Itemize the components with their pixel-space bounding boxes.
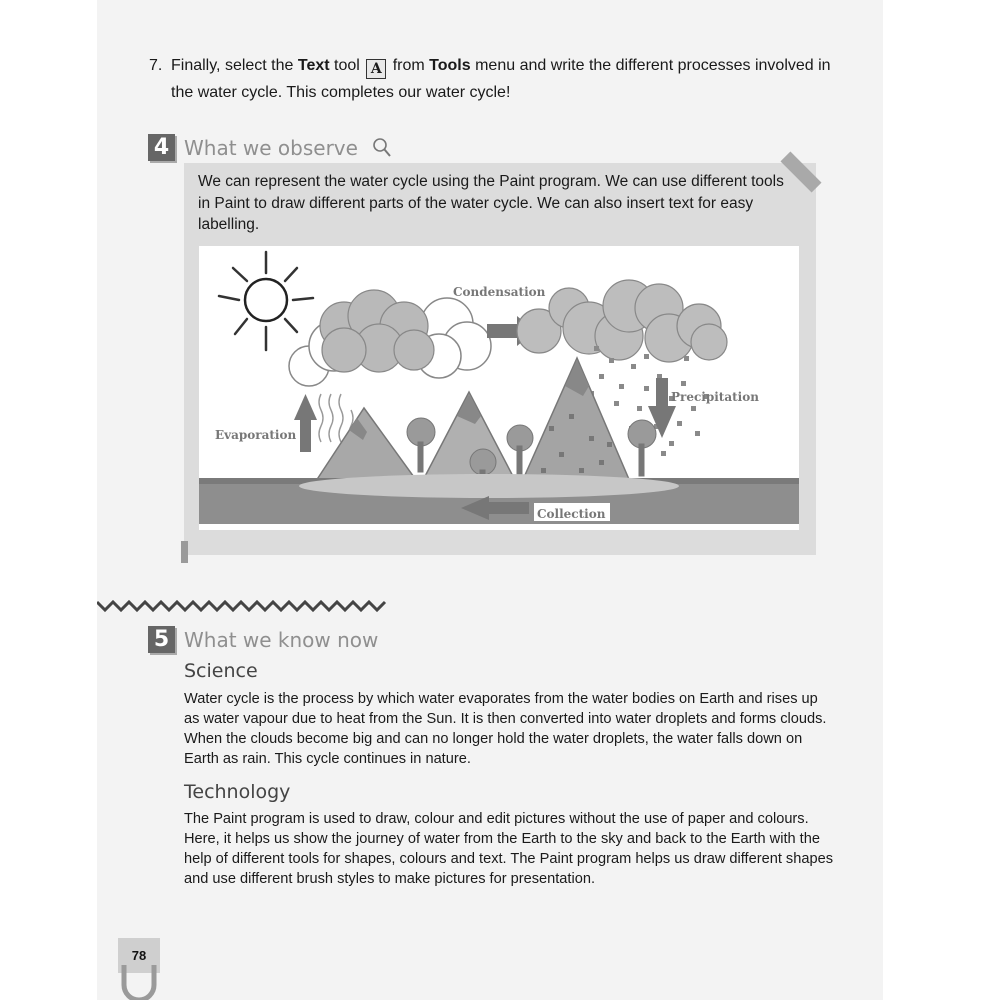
water-cycle-illustration — [199, 246, 799, 530]
section-observe-header — [148, 134, 392, 161]
technology-text: The Paint program is used to draw, colour and edit pictures without the use of paper and colours. Here, it helps us show the journey of water from the Earth to the sky and back to the Earth with the help of different tools for shapes, colours and text. The Paint program helps us draw different shapes and use different brush styles to make pictures for presentation. — [184, 811, 833, 887]
label-collection: Collection — [537, 507, 606, 521]
step-7 — [149, 52, 839, 106]
observe-text: We can represent the water cycle using the Paint program. We can use different tools in Paint to draw different parts of the water cycle. We can also insert text for easy labelling. — [198, 173, 784, 233]
water-cycle-diagram — [199, 246, 799, 530]
label-evaporation: Evaporation — [215, 428, 297, 442]
tools-menu-name: Tools — [429, 57, 471, 74]
step-number: 7. — [149, 57, 163, 74]
magnifier-icon — [372, 137, 392, 159]
label-condensation: Condensation — [453, 285, 546, 299]
label-precipitation: Precipitation — [671, 390, 759, 404]
sun-icon — [219, 252, 313, 350]
section-title: What we observe — [184, 135, 358, 160]
page-number: 78 — [118, 938, 160, 973]
step-text-part: tool — [329, 57, 365, 74]
tape-decoration-small — [181, 541, 188, 563]
section-title: What we know now — [184, 627, 379, 652]
science-heading: Science — [184, 660, 258, 682]
page-number-holder-icon — [118, 965, 160, 1000]
section-number: 4 — [148, 134, 175, 161]
step-text — [171, 52, 839, 106]
zigzag-divider — [97, 599, 387, 613]
text-tool-name: Text — [297, 57, 330, 74]
section-number: 5 — [148, 626, 175, 653]
technology-heading: Technology — [184, 781, 291, 803]
evaporation-arrow — [294, 394, 317, 452]
mountain-middle — [421, 392, 517, 484]
mountain-right — [521, 358, 631, 484]
cloud-gray-left — [320, 290, 434, 372]
cloud-gray-right — [517, 280, 727, 362]
water-body — [299, 474, 679, 498]
step-text-part: from — [388, 57, 430, 74]
mountain-left — [314, 408, 419, 484]
step-text-part: menu and write the different processes involved in the water cycle. This completes our water cycle! — [171, 57, 831, 101]
science-text: Water cycle is the process by which water evaporates from the water bodies on Earth and rises up as water vapour due to heat from the Sun. It is then converted into water droplets and forms clouds. When the clouds become big and can no longer hold the water droplets, the water falls down on Earth as rain. This cycle continues in nature. — [184, 691, 827, 767]
step-text-part: Finally, select the — [171, 57, 298, 74]
text-tool-icon: A — [366, 59, 386, 79]
section-know-header — [148, 626, 378, 653]
